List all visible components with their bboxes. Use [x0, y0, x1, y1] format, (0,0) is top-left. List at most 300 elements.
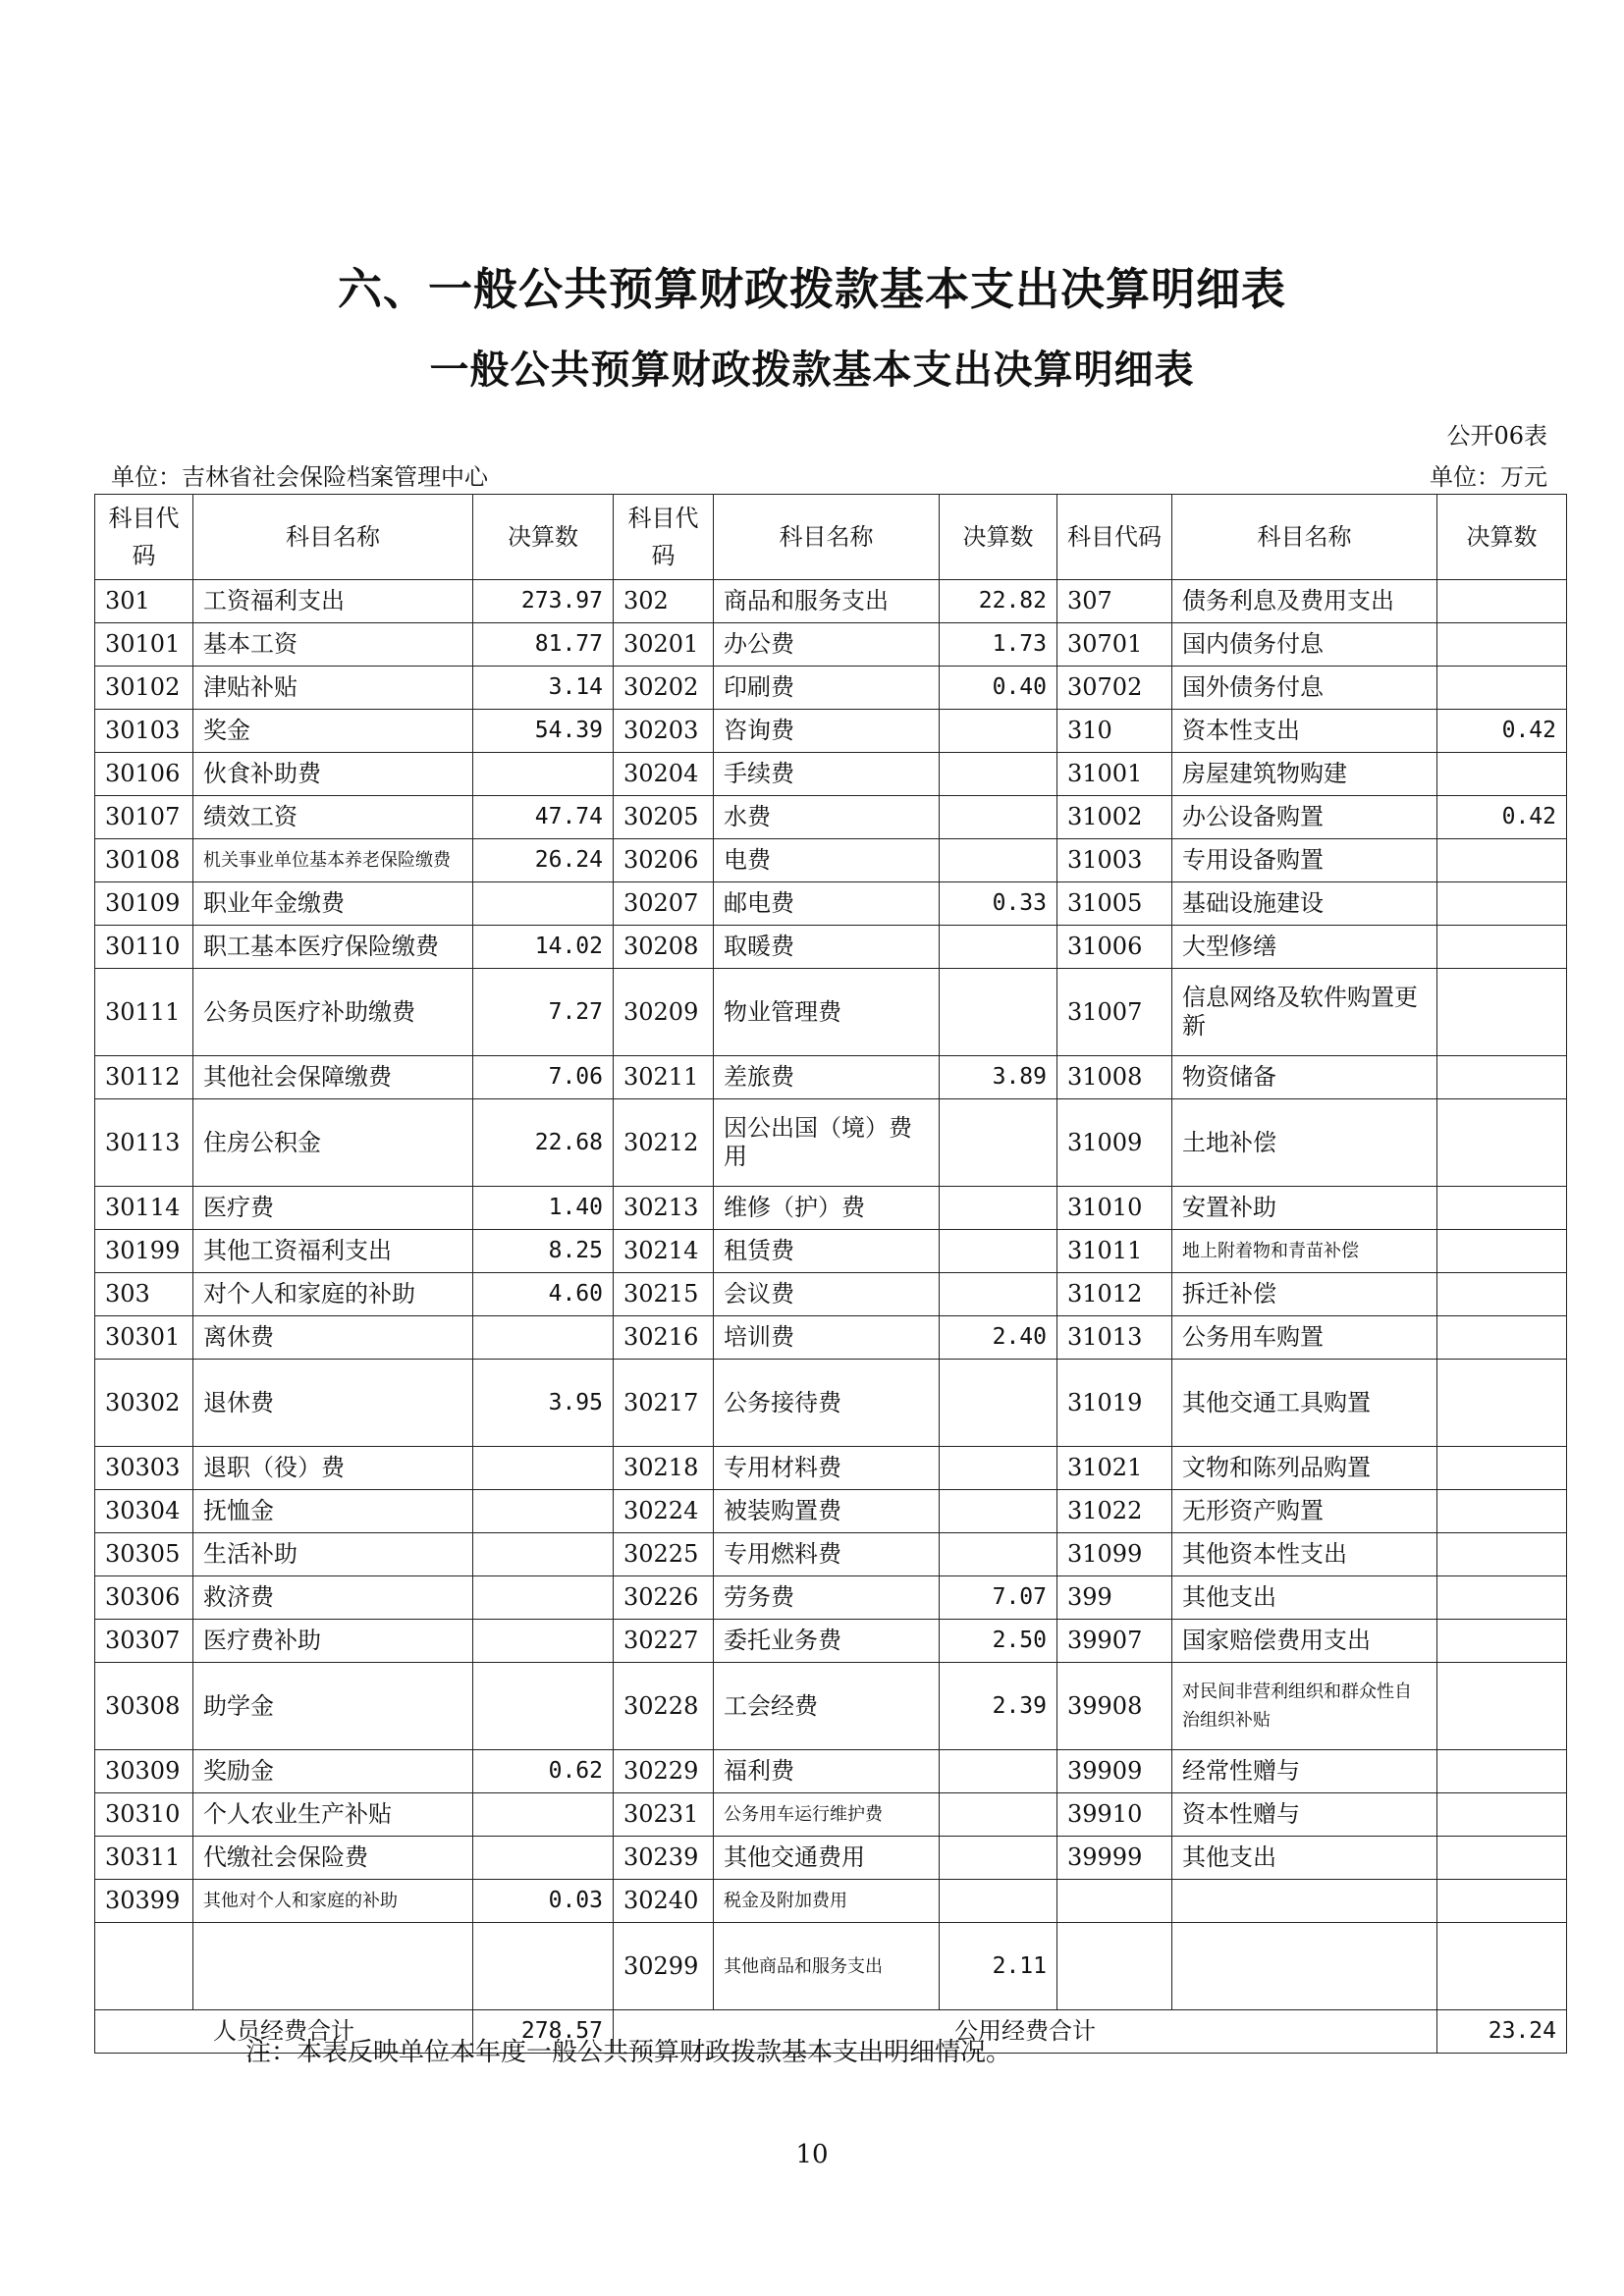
account-code: 39910: [1057, 1793, 1172, 1837]
account-code: 30214: [614, 1230, 714, 1273]
account-code: 303: [95, 1273, 193, 1316]
final-amount: [940, 1447, 1057, 1490]
account-name: 手续费: [714, 753, 940, 796]
account-code: 30107: [95, 796, 193, 839]
final-amount: 2.39: [940, 1663, 1057, 1750]
account-name: 维修（护）费: [714, 1187, 940, 1230]
account-name: 抚恤金: [193, 1490, 473, 1533]
table-row: [95, 839, 1567, 882]
table-row: [95, 969, 1567, 1056]
account-code: 30114: [95, 1187, 193, 1230]
final-amount: 2.11: [940, 1923, 1057, 2010]
final-amount: [473, 1793, 614, 1837]
account-name: 房屋建筑物购建: [1172, 753, 1437, 796]
final-amount: [1437, 1490, 1567, 1533]
account-name: 取暖费: [714, 926, 940, 969]
account-code: 30218: [614, 1447, 714, 1490]
account-code: 30306: [95, 1576, 193, 1620]
account-code: 30213: [614, 1187, 714, 1230]
account-name: 其他支出: [1172, 1837, 1437, 1880]
final-amount: 81.77: [473, 623, 614, 667]
table-row: [95, 753, 1567, 796]
account-name: 水费: [714, 796, 940, 839]
final-amount: [1437, 1099, 1567, 1187]
final-amount: 3.14: [473, 667, 614, 710]
table-row: [95, 1360, 1567, 1447]
header-value-3: 决算数: [1437, 495, 1567, 580]
account-name: 医疗费补助: [193, 1620, 473, 1663]
account-name: 福利费: [714, 1750, 940, 1793]
account-code: 31003: [1057, 839, 1172, 882]
table-row: [95, 1750, 1567, 1793]
table-title: 一般公共预算财政拨款基本支出决算明细表: [429, 347, 1195, 393]
final-amount: [940, 1837, 1057, 1880]
final-amount: [940, 926, 1057, 969]
account-name: 医疗费: [193, 1187, 473, 1230]
account-code: 307: [1057, 580, 1172, 623]
account-code: 30216: [614, 1316, 714, 1360]
account-name: 对个人和家庭的补助: [193, 1273, 473, 1316]
account-name: 邮电费: [714, 882, 940, 926]
table-row: [95, 1620, 1567, 1663]
account-code: 30203: [614, 710, 714, 753]
final-amount: [1437, 1230, 1567, 1273]
final-amount: [1437, 623, 1567, 667]
public-total-value: 23.24: [1437, 2010, 1567, 2054]
account-name: 离休费: [193, 1316, 473, 1360]
account-code: 31022: [1057, 1490, 1172, 1533]
final-amount: [473, 1316, 614, 1360]
final-amount: [473, 1663, 614, 1750]
account-code: 39907: [1057, 1620, 1172, 1663]
final-amount: [473, 1620, 614, 1663]
table-number: 公开06表: [1446, 422, 1547, 450]
final-amount: [1437, 1533, 1567, 1576]
final-amount: 273.97: [473, 580, 614, 623]
account-code: 30303: [95, 1447, 193, 1490]
account-name: 培训费: [714, 1316, 940, 1360]
account-name: 基本工资: [193, 623, 473, 667]
account-code: 302: [614, 580, 714, 623]
account-name: 其他商品和服务支出: [714, 1923, 940, 2010]
account-name: 租赁费: [714, 1230, 940, 1273]
final-amount: 7.27: [473, 969, 614, 1056]
personnel-total-value: 278.57: [473, 2010, 614, 2054]
header-name-1: 科目名称: [193, 495, 473, 580]
account-code: [1057, 1923, 1172, 2010]
account-code: 30109: [95, 882, 193, 926]
account-name: 会议费: [714, 1273, 940, 1316]
final-amount: [1437, 1663, 1567, 1750]
account-code: 30399: [95, 1880, 193, 1923]
table-row: [95, 1533, 1567, 1576]
account-name: 工会经费: [714, 1663, 940, 1750]
final-amount: [940, 839, 1057, 882]
account-name: 税金及附加费用: [714, 1880, 940, 1923]
account-name: 代缴社会保险费: [193, 1837, 473, 1880]
table-row: [95, 1187, 1567, 1230]
table-row: [95, 1663, 1567, 1750]
account-name: 专用燃料费: [714, 1533, 940, 1576]
final-amount: [473, 1490, 614, 1533]
final-amount: [473, 753, 614, 796]
account-name: 差旅费: [714, 1056, 940, 1099]
table-header-row: [95, 495, 1567, 580]
account-name: 安置补助: [1172, 1187, 1437, 1230]
table-row: [95, 623, 1567, 667]
table-row: [95, 1793, 1567, 1837]
account-name: 拆迁补偿: [1172, 1273, 1437, 1316]
account-name: 救济费: [193, 1576, 473, 1620]
account-code: 30310: [95, 1793, 193, 1837]
final-amount: [1437, 969, 1567, 1056]
account-name: 商品和服务支出: [714, 580, 940, 623]
account-code: [1057, 1880, 1172, 1923]
account-code: 39999: [1057, 1837, 1172, 1880]
header-name-2: 科目名称: [714, 495, 940, 580]
account-name: 电费: [714, 839, 940, 882]
account-code: 30206: [614, 839, 714, 882]
table-row: [95, 926, 1567, 969]
final-amount: [940, 1880, 1057, 1923]
account-code: 31019: [1057, 1360, 1172, 1447]
final-amount: 14.02: [473, 926, 614, 969]
account-name: 印刷费: [714, 667, 940, 710]
account-name: 伙食补助费: [193, 753, 473, 796]
account-name: 无形资产购置: [1172, 1490, 1437, 1533]
account-code: 30209: [614, 969, 714, 1056]
final-amount: [940, 1360, 1057, 1447]
final-amount: [1437, 1620, 1567, 1663]
table-row: [95, 882, 1567, 926]
account-name: 债务利息及费用支出: [1172, 580, 1437, 623]
account-name: 因公出国（境）费用: [714, 1099, 940, 1187]
table-row: [95, 580, 1567, 623]
account-code: 30113: [95, 1099, 193, 1187]
final-amount: [1437, 1923, 1567, 2010]
account-code: 30304: [95, 1490, 193, 1533]
account-code: 30302: [95, 1360, 193, 1447]
final-amount: [473, 1837, 614, 1880]
account-code: 30227: [614, 1620, 714, 1663]
account-code: 30228: [614, 1663, 714, 1750]
account-code: 31009: [1057, 1099, 1172, 1187]
final-amount: 0.03: [473, 1880, 614, 1923]
account-code: 301: [95, 580, 193, 623]
account-code: 30199: [95, 1230, 193, 1273]
account-code: 30111: [95, 969, 193, 1056]
header-value-1: 决算数: [473, 495, 614, 580]
account-name: 生活补助: [193, 1533, 473, 1576]
account-name: 信息网络及软件购置更新: [1172, 969, 1437, 1056]
account-code: [95, 1923, 193, 2010]
final-amount: 54.39: [473, 710, 614, 753]
account-code: 30239: [614, 1837, 714, 1880]
account-code: 31008: [1057, 1056, 1172, 1099]
final-amount: [1437, 580, 1567, 623]
account-code: 30301: [95, 1316, 193, 1360]
final-amount: [940, 1793, 1057, 1837]
final-amount: 22.82: [940, 580, 1057, 623]
account-code: 30103: [95, 710, 193, 753]
final-amount: 2.40: [940, 1316, 1057, 1360]
account-code: 30215: [614, 1273, 714, 1316]
account-name: 绩效工资: [193, 796, 473, 839]
table-row: [95, 1837, 1567, 1880]
account-name: 地上附着物和青苗补偿: [1172, 1230, 1437, 1273]
account-name: 公务接待费: [714, 1360, 940, 1447]
account-code: 30112: [95, 1056, 193, 1099]
final-amount: 7.07: [940, 1576, 1057, 1620]
table-row: [95, 667, 1567, 710]
account-code: 30229: [614, 1750, 714, 1793]
account-name: 住房公积金: [193, 1099, 473, 1187]
final-amount: 0.42: [1437, 710, 1567, 753]
final-amount: [473, 882, 614, 926]
final-amount: [473, 1923, 614, 2010]
table-note: 注：本表反映单位本年度一般公共预算财政拨款基本支出明细情况。: [245, 2038, 1012, 2067]
account-name: 物业管理费: [714, 969, 940, 1056]
account-name: 其他资本性支出: [1172, 1533, 1437, 1576]
final-amount: [1437, 1837, 1567, 1880]
account-code: 31005: [1057, 882, 1172, 926]
account-code: 30305: [95, 1533, 193, 1576]
account-code: 30226: [614, 1576, 714, 1620]
final-amount: [473, 1533, 614, 1576]
account-code: 30207: [614, 882, 714, 926]
final-amount: [1437, 1273, 1567, 1316]
table-row: [95, 1273, 1567, 1316]
account-name: 公务用车购置: [1172, 1316, 1437, 1360]
final-amount: 1.73: [940, 623, 1057, 667]
account-name: [193, 1923, 473, 2010]
account-name: 职业年金缴费: [193, 882, 473, 926]
account-code: 30311: [95, 1837, 193, 1880]
account-code: 30701: [1057, 623, 1172, 667]
account-name: 办公设备购置: [1172, 796, 1437, 839]
table-row: [95, 796, 1567, 839]
account-code: 31012: [1057, 1273, 1172, 1316]
account-code: 31099: [1057, 1533, 1172, 1576]
account-name: 奖励金: [193, 1750, 473, 1793]
account-code: 31021: [1057, 1447, 1172, 1490]
account-code: 31013: [1057, 1316, 1172, 1360]
final-amount: 3.95: [473, 1360, 614, 1447]
account-code: 39909: [1057, 1750, 1172, 1793]
final-amount: [1437, 753, 1567, 796]
account-name: 大型修缮: [1172, 926, 1437, 969]
account-name: 文物和陈列品购置: [1172, 1447, 1437, 1490]
account-code: 30225: [614, 1533, 714, 1576]
final-amount: [940, 1490, 1057, 1533]
account-code: 399: [1057, 1576, 1172, 1620]
table-row: [95, 1230, 1567, 1273]
account-code: 31001: [1057, 753, 1172, 796]
final-amount: 2.50: [940, 1620, 1057, 1663]
account-code: 31007: [1057, 969, 1172, 1056]
account-code: 310: [1057, 710, 1172, 753]
account-code: 31011: [1057, 1230, 1172, 1273]
final-amount: 4.60: [473, 1273, 614, 1316]
account-name: 其他对个人和家庭的补助: [193, 1880, 473, 1923]
final-amount: [1437, 1750, 1567, 1793]
table-row: [95, 1316, 1567, 1360]
table-row: [95, 1923, 1567, 2010]
account-code: 30702: [1057, 667, 1172, 710]
final-amount: 0.40: [940, 667, 1057, 710]
final-amount: [940, 969, 1057, 1056]
page-title: 六、一般公共预算财政拨款基本支出决算明细表: [337, 263, 1286, 315]
account-code: 30217: [614, 1360, 714, 1447]
final-amount: [1437, 839, 1567, 882]
account-name: [1172, 1923, 1437, 2010]
account-code: 30205: [614, 796, 714, 839]
final-amount: 8.25: [473, 1230, 614, 1273]
account-name: 劳务费: [714, 1576, 940, 1620]
header-value-2: 决算数: [940, 495, 1057, 580]
final-amount: 1.40: [473, 1187, 614, 1230]
account-name: 国外债务付息: [1172, 667, 1437, 710]
header-code-2: 科目代码: [614, 495, 714, 580]
account-name: 助学金: [193, 1663, 473, 1750]
account-name: 经常性赠与: [1172, 1750, 1437, 1793]
account-name: 退休费: [193, 1360, 473, 1447]
account-code: 30307: [95, 1620, 193, 1663]
final-amount: 7.06: [473, 1056, 614, 1099]
account-name: 津贴补贴: [193, 667, 473, 710]
public-total-label: 公用经费合计: [614, 2010, 1437, 2054]
account-name: 咨询费: [714, 710, 940, 753]
account-code: 30211: [614, 1056, 714, 1099]
account-name: 专用设备购置: [1172, 839, 1437, 882]
final-amount: 0.33: [940, 882, 1057, 926]
account-code: 30108: [95, 839, 193, 882]
final-amount: [1437, 1880, 1567, 1923]
account-code: 30240: [614, 1880, 714, 1923]
final-amount: [473, 1576, 614, 1620]
account-name: 委托业务费: [714, 1620, 940, 1663]
account-name: 资本性赠与: [1172, 1793, 1437, 1837]
final-amount: [1437, 1447, 1567, 1490]
personnel-total-label: 人员经费合计: [95, 2010, 473, 2054]
account-name: 其他交通费用: [714, 1837, 940, 1880]
final-amount: [1437, 1360, 1567, 1447]
final-amount: 26.24: [473, 839, 614, 882]
final-amount: [940, 1187, 1057, 1230]
final-amount: 3.89: [940, 1056, 1057, 1099]
account-name: 资本性支出: [1172, 710, 1437, 753]
account-code: 30106: [95, 753, 193, 796]
account-name: 个人农业生产补贴: [193, 1793, 473, 1837]
account-name: [1172, 1880, 1437, 1923]
final-amount: [1437, 667, 1567, 710]
final-amount: [940, 1533, 1057, 1576]
account-code: 30110: [95, 926, 193, 969]
account-name: 被装购置费: [714, 1490, 940, 1533]
account-name: 对民间非营利组织和群众性自治组织补贴: [1172, 1663, 1437, 1750]
account-code: 30201: [614, 623, 714, 667]
account-code: 31010: [1057, 1187, 1172, 1230]
final-amount: [940, 1099, 1057, 1187]
final-amount: [1437, 1793, 1567, 1837]
final-amount: [473, 1447, 614, 1490]
final-amount: 0.62: [473, 1750, 614, 1793]
table-row: [95, 1880, 1567, 1923]
final-amount: [1437, 1056, 1567, 1099]
account-code: 31002: [1057, 796, 1172, 839]
final-amount: [1437, 1316, 1567, 1360]
account-name: 其他工资福利支出: [193, 1230, 473, 1273]
account-name: 职工基本医疗保险缴费: [193, 926, 473, 969]
header-code-1: 科目代码: [95, 495, 193, 580]
account-name: 专用材料费: [714, 1447, 940, 1490]
final-amount: [940, 1273, 1057, 1316]
header-name-3: 科目名称: [1172, 495, 1437, 580]
account-name: 国内债务付息: [1172, 623, 1437, 667]
final-amount: [940, 753, 1057, 796]
unit-currency: 单位：万元: [1430, 463, 1547, 491]
account-name: 公务员医疗补助缴费: [193, 969, 473, 1056]
table-row: [95, 1490, 1567, 1533]
account-name: 基础设施建设: [1172, 882, 1437, 926]
account-code: 30208: [614, 926, 714, 969]
account-name: 其他社会保障缴费: [193, 1056, 473, 1099]
account-name: 退职（役）费: [193, 1447, 473, 1490]
final-amount: 0.42: [1437, 796, 1567, 839]
account-code: 31006: [1057, 926, 1172, 969]
table-row: [95, 710, 1567, 753]
table-row: [95, 1099, 1567, 1187]
account-code: 30224: [614, 1490, 714, 1533]
account-name: 机关事业单位基本养老保险缴费: [193, 839, 473, 882]
account-name: 公务用车运行维护费: [714, 1793, 940, 1837]
final-amount: 47.74: [473, 796, 614, 839]
account-code: 30102: [95, 667, 193, 710]
final-amount: [940, 1750, 1057, 1793]
account-name: 工资福利支出: [193, 580, 473, 623]
account-code: 30299: [614, 1923, 714, 2010]
final-amount: [940, 1230, 1057, 1273]
account-name: 国家赔偿费用支出: [1172, 1620, 1437, 1663]
account-code: 30231: [614, 1793, 714, 1837]
account-name: 其他交通工具购置: [1172, 1360, 1437, 1447]
account-code: 30202: [614, 667, 714, 710]
final-amount: [1437, 926, 1567, 969]
account-code: 30101: [95, 623, 193, 667]
account-name: 物资储备: [1172, 1056, 1437, 1099]
final-amount: [1437, 882, 1567, 926]
account-code: 30204: [614, 753, 714, 796]
account-name: 土地补偿: [1172, 1099, 1437, 1187]
account-name: 其他支出: [1172, 1576, 1437, 1620]
account-name: 奖金: [193, 710, 473, 753]
final-amount: [1437, 1576, 1567, 1620]
unit-organization: 单位：吉林省社会保险档案管理中心: [111, 463, 488, 491]
header-code-3: 科目代码: [1057, 495, 1172, 580]
table-row: [95, 1576, 1567, 1620]
account-code: 39908: [1057, 1663, 1172, 1750]
account-code: 30212: [614, 1099, 714, 1187]
table-row: [95, 1447, 1567, 1490]
final-amount: [1437, 1187, 1567, 1230]
final-amount: [940, 796, 1057, 839]
page-number: 10: [795, 2140, 829, 2169]
final-amount: 22.68: [473, 1099, 614, 1187]
final-amount: [940, 710, 1057, 753]
expenditure-detail-table: [94, 494, 1567, 2054]
account-name: 办公费: [714, 623, 940, 667]
account-code: 30308: [95, 1663, 193, 1750]
